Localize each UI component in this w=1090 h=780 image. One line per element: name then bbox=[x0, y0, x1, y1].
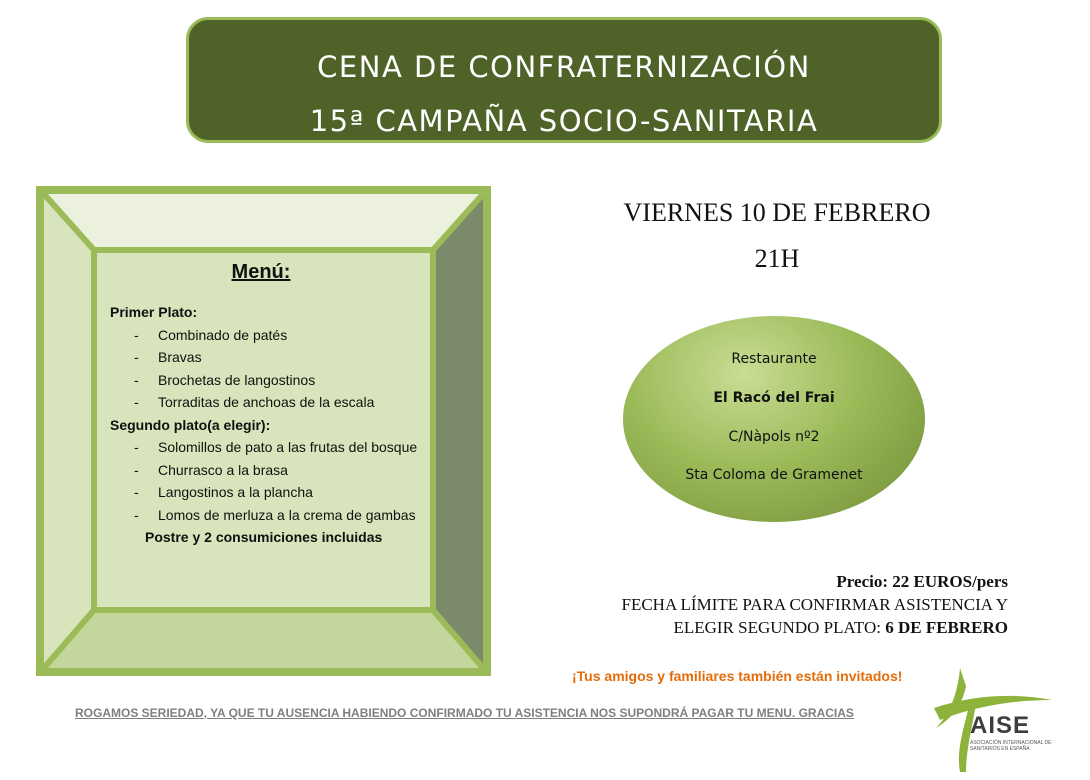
second-course-heading: Segundo plato(a elegir): bbox=[110, 416, 271, 433]
deadline-line-1: FECHA LÍMITE PARA CONFIRMAR ASISTENCIA Y bbox=[621, 595, 1008, 614]
pricing-block bbox=[621, 570, 1008, 639]
logo-subtitle: ASOCIACIÓN INTERNACIONAL DE SANITARIOS EN ESPAÑA bbox=[970, 740, 1052, 752]
logo-acronym: AISE bbox=[970, 712, 1031, 739]
list-item: - Brochetas de langostinos bbox=[110, 369, 420, 392]
event-time: 21H bbox=[754, 244, 800, 273]
price-line bbox=[621, 570, 1008, 593]
list-item: - Churrasco a la brasa bbox=[110, 459, 420, 482]
list-item: - Torraditas de anchoas de la escala bbox=[110, 391, 420, 414]
first-course-list bbox=[110, 324, 420, 414]
list-item: - Langostinos a la plancha bbox=[110, 481, 420, 504]
banner-title: CENA DE CONFRATERNIZACIÓN bbox=[317, 50, 811, 84]
invitation-note: ¡Tus amigos y familiares también están invitados! bbox=[572, 668, 903, 684]
deadline-date: 6 DE FEBRERO bbox=[885, 618, 1008, 637]
venue-oval bbox=[623, 316, 925, 522]
title-banner bbox=[186, 17, 942, 143]
deadline-label: ELEGIR SEGUNDO PLATO: bbox=[673, 618, 881, 637]
venue-label: Restaurante bbox=[731, 351, 817, 367]
price-value: 22 EUROS/pers bbox=[892, 572, 1008, 591]
second-course-list bbox=[110, 436, 420, 526]
list-item: - Lomos de merluza a la crema de gambas bbox=[110, 504, 420, 527]
price-label: Precio: bbox=[836, 572, 889, 591]
venue-street: C/Nàpols nº2 bbox=[728, 429, 820, 445]
event-date: VIERNES 10 DE FEBRERO bbox=[623, 198, 931, 227]
menu-body bbox=[110, 301, 420, 549]
deadline-line-2 bbox=[621, 616, 1008, 639]
menu-footnote: Postre y 2 consumiciones incluidas bbox=[145, 529, 383, 545]
menu-panel bbox=[94, 258, 428, 610]
venue-name: El Racó del Frai bbox=[713, 390, 835, 406]
menu-title: Menú: bbox=[231, 261, 291, 283]
banner-subtitle: 15ª CAMPAÑA SOCIO-SANITARIA bbox=[309, 104, 819, 138]
first-course-heading: Primer Plato: bbox=[110, 304, 198, 320]
list-item: - Combinado de patés bbox=[110, 324, 420, 347]
venue-city: Sta Coloma de Gramenet bbox=[685, 467, 863, 483]
list-item: - Solomillos de pato a las frutas del bosque bbox=[110, 436, 420, 459]
seriousness-notice: ROGAMOS SERIEDAD, YA QUE TU AUSENCIA HABIENDO CONFIRMADO TU ASISTENCIA NOS SUPONDRÁ PAGAR TU MENU. GRACIAS bbox=[75, 706, 854, 720]
list-item: - Bravas bbox=[110, 346, 420, 369]
